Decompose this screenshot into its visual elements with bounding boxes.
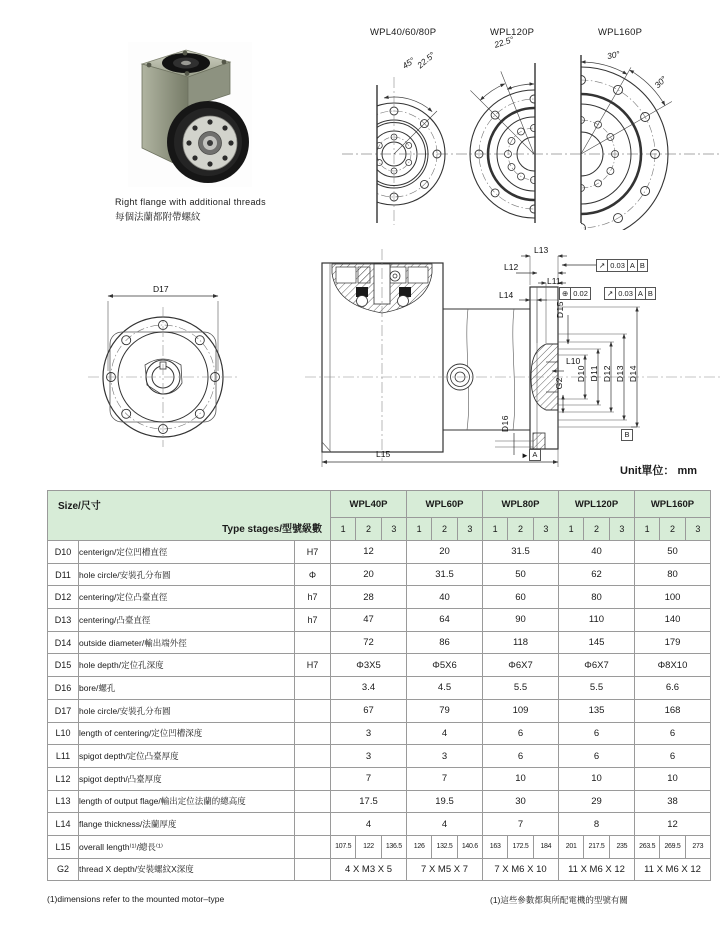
column-group-header: WPL80P — [483, 491, 559, 518]
table-cell: H7 — [295, 541, 331, 564]
table-cell: 47 — [331, 609, 407, 632]
table-cell: L15 — [48, 835, 79, 858]
table-cell: 273 — [685, 835, 710, 858]
table-cell: centering/凸臺直徑 — [79, 609, 295, 632]
table-cell: 79 — [407, 699, 483, 722]
dim-label-l12: L12 — [504, 262, 519, 272]
photo-caption-zh: 每個法蘭都附帶螺紋 — [115, 212, 201, 223]
angle-label-22-5-a: 22.5° — [415, 49, 437, 71]
footnote-en: (1)dimensions refer to the mounted motor–type — [47, 894, 225, 904]
tolerance-datum: A — [635, 288, 645, 299]
table-row — [48, 586, 711, 609]
table-cell: 31.5 — [483, 541, 559, 564]
dim-label-d15: D15 — [555, 301, 565, 319]
table-cell: hole circle/安裝孔分布圓 — [79, 699, 295, 722]
table-cell: centering/定位凸臺直徑 — [79, 586, 295, 609]
angle-label-30-b: 30° — [652, 73, 669, 91]
table-cell: 4 — [407, 813, 483, 836]
tolerance-frame-runout-bottom — [604, 287, 656, 300]
table-cell: 8 — [559, 813, 635, 836]
table-row — [48, 745, 711, 768]
dim-label-d13: D13 — [615, 365, 625, 383]
table-cell: 217.5 — [584, 835, 609, 858]
table-cell: 126 — [407, 835, 432, 858]
table-cell: overall length⁽¹⁾/總長⁽¹⁾ — [79, 835, 295, 858]
stage-header: 2 — [432, 518, 457, 541]
table-cell: centerign/定位凹槽直徑 — [79, 541, 295, 564]
table-cell: 122 — [356, 835, 381, 858]
spec-table — [47, 490, 711, 881]
table-corner-cell — [48, 491, 331, 541]
table-cell — [295, 677, 331, 700]
table-cell: spigot depth/凸臺厚度 — [79, 767, 295, 790]
table-cell: h7 — [295, 586, 331, 609]
table-cell: 140.6 — [457, 835, 482, 858]
table-cell: 4 — [331, 813, 407, 836]
table-cell: 10 — [635, 767, 711, 790]
table-cell: H7 — [295, 654, 331, 677]
stage-header: 2 — [660, 518, 685, 541]
table-cell: 3 — [331, 722, 407, 745]
angle-label-30-a: 30° — [606, 48, 621, 62]
table-cell: 3 — [407, 745, 483, 768]
table-cell: 50 — [635, 541, 711, 564]
dim-label-d17: D17 — [153, 284, 169, 294]
table-cell: 7 — [331, 767, 407, 790]
table-cell: 7 X M6 X 10 — [483, 858, 559, 881]
table-cell: 109 — [483, 699, 559, 722]
table-cell: 60 — [483, 586, 559, 609]
table-cell: 4 — [407, 722, 483, 745]
tolerance-datum: A — [627, 260, 637, 271]
table-cell: Φ6X7 — [483, 654, 559, 677]
dim-label-l14: L14 — [499, 290, 514, 300]
table-cell: Φ3X5 — [331, 654, 407, 677]
table-cell: 11 X M6 X 12 — [635, 858, 711, 881]
column-group-header: WPL40P — [331, 491, 407, 518]
table-cell: 86 — [407, 631, 483, 654]
stage-header: 1 — [635, 518, 660, 541]
table-cell: 7 — [407, 767, 483, 790]
table-cell — [295, 722, 331, 745]
tolerance-value: 0.03 — [615, 288, 635, 299]
stage-header: 3 — [685, 518, 710, 541]
dim-label-l15: L15 — [376, 449, 391, 459]
table-cell: 132.5 — [432, 835, 457, 858]
table-cell: L11 — [48, 745, 79, 768]
dim-label-g2: G2 — [554, 377, 564, 390]
section-drawing — [300, 243, 724, 480]
table-cell: 17.5 — [331, 790, 407, 813]
front-views-drawing — [340, 25, 724, 230]
stage-header: 3 — [381, 518, 406, 541]
table-cell: 28 — [331, 586, 407, 609]
table-row — [48, 563, 711, 586]
table-cell: 90 — [483, 609, 559, 632]
table-cell — [295, 699, 331, 722]
table-cell — [295, 813, 331, 836]
table-cell: 6 — [483, 722, 559, 745]
table-cell: outside diameter/輸出端外徑 — [79, 631, 295, 654]
table-cell: 29 — [559, 790, 635, 813]
stage-header: 1 — [483, 518, 508, 541]
table-cell: 62 — [559, 563, 635, 586]
tolerance-frame-position — [559, 287, 591, 300]
table-cell: 6 — [483, 745, 559, 768]
table-cell: D11 — [48, 563, 79, 586]
angle-label-22-5-b: 22.5° — [492, 34, 516, 50]
table-cell: 136.5 — [381, 835, 406, 858]
datum-a — [521, 449, 541, 461]
table-cell: 235 — [609, 835, 634, 858]
gearbox-photo — [128, 42, 252, 187]
table-cell — [295, 835, 331, 858]
table-cell: 31.5 — [407, 563, 483, 586]
table-cell: 4 X M3 X 5 — [331, 858, 407, 881]
table-row — [48, 835, 711, 858]
tolerance-datum: B — [645, 288, 655, 299]
flange-front-view — [85, 265, 255, 480]
tolerance-value: 0.02 — [570, 288, 590, 299]
dim-label-d16: D16 — [500, 415, 510, 433]
table-cell: hole depth/定位孔深度 — [79, 654, 295, 677]
table-row — [48, 699, 711, 722]
photo-caption-en: Right flange with additional threads — [115, 197, 266, 207]
dim-label-l13: L13 — [534, 245, 549, 255]
tolerance-frame-runout-top — [596, 259, 648, 272]
unit-label: Unit單位： mm — [620, 465, 697, 477]
table-cell — [295, 858, 331, 881]
table-cell: 135 — [559, 699, 635, 722]
table-cell: 179 — [635, 631, 711, 654]
datum-a-box: A — [529, 449, 541, 461]
column-group-header: WPL120P — [559, 491, 635, 518]
table-cell: D15 — [48, 654, 79, 677]
table-cell: 80 — [559, 586, 635, 609]
stage-header: 3 — [609, 518, 634, 541]
corner-label-type-stages: Type stages/型號級數 — [222, 523, 323, 535]
table-cell: 11 X M6 X 12 — [559, 858, 635, 881]
stage-header: 2 — [508, 518, 533, 541]
table-cell: 145 — [559, 631, 635, 654]
table-cell: G2 — [48, 858, 79, 881]
table-cell: Φ8X10 — [635, 654, 711, 677]
table-row — [48, 858, 711, 881]
table-cell: flange thickness/法蘭厚度 — [79, 813, 295, 836]
table-cell: 6 — [559, 745, 635, 768]
table-cell: L10 — [48, 722, 79, 745]
column-group-header: WPL160P — [635, 491, 711, 518]
tolerance-value: 0.03 — [607, 260, 627, 271]
table-cell: 3.4 — [331, 677, 407, 700]
table-row — [48, 813, 711, 836]
table-cell: 7 X M5 X 7 — [407, 858, 483, 881]
table-cell: 20 — [331, 563, 407, 586]
datum-flag-icon: ► — [521, 450, 529, 460]
table-cell: 72 — [331, 631, 407, 654]
table-cell: D10 — [48, 541, 79, 564]
position-icon: ⊕ — [562, 289, 569, 298]
front-views — [340, 25, 724, 230]
stage-header: 3 — [457, 518, 482, 541]
datum-b-box: B — [621, 429, 633, 441]
table-cell: D17 — [48, 699, 79, 722]
table-row — [48, 541, 711, 564]
table-cell: thread X depth/安裝螺紋X深度 — [79, 858, 295, 881]
table-cell: 201 — [559, 835, 584, 858]
corner-label-size: Size/尺寸 — [58, 500, 101, 512]
table-header-row-groups — [48, 491, 711, 518]
table-cell — [295, 790, 331, 813]
table-cell: length of centering/定位凹槽深度 — [79, 722, 295, 745]
table-cell: 12 — [635, 813, 711, 836]
dim-label-l10: L10 — [566, 356, 581, 366]
table-cell: 64 — [407, 609, 483, 632]
table-cell: 269.5 — [660, 835, 685, 858]
dim-label-d14: D14 — [628, 365, 638, 383]
table-cell: L14 — [48, 813, 79, 836]
stage-header: 2 — [584, 518, 609, 541]
table-cell: 263.5 — [635, 835, 660, 858]
table-cell: 184 — [533, 835, 558, 858]
table-cell: 67 — [331, 699, 407, 722]
table-cell: 110 — [559, 609, 635, 632]
table-cell: 80 — [635, 563, 711, 586]
table-row — [48, 609, 711, 632]
table-cell: 140 — [635, 609, 711, 632]
table-cell: 118 — [483, 631, 559, 654]
table-cell: 10 — [483, 767, 559, 790]
table-cell — [295, 767, 331, 790]
table-cell: h7 — [295, 609, 331, 632]
table-cell: 5.5 — [559, 677, 635, 700]
table-row — [48, 767, 711, 790]
table-cell: 3 — [331, 745, 407, 768]
table-cell: 50 — [483, 563, 559, 586]
table-cell: bore/螺孔 — [79, 677, 295, 700]
front-view-label-wpl120p: WPL120P — [490, 27, 535, 38]
table-cell: length of output flage/輸出定位法蘭的總高度 — [79, 790, 295, 813]
table-cell: 20 — [407, 541, 483, 564]
table-cell: 5.5 — [483, 677, 559, 700]
dim-label-l11: L11 — [547, 276, 561, 286]
table-cell: 168 — [635, 699, 711, 722]
runout-icon: ↗ — [599, 261, 606, 270]
front-view-label-wpl160p: WPL160P — [598, 27, 643, 38]
flange-front-drawing — [85, 265, 255, 480]
table-cell: D12 — [48, 586, 79, 609]
table-cell — [295, 745, 331, 768]
stage-header: 1 — [331, 518, 356, 541]
footnote-zh: (1)這些參數都與所配電機的型號有關 — [490, 895, 628, 905]
table-row — [48, 790, 711, 813]
column-group-header: WPL60P — [407, 491, 483, 518]
table-cell: 40 — [559, 541, 635, 564]
table-cell: 6 — [559, 722, 635, 745]
table-cell: D13 — [48, 609, 79, 632]
table-cell: 30 — [483, 790, 559, 813]
table-cell: 7 — [483, 813, 559, 836]
table-cell: D16 — [48, 677, 79, 700]
table-cell: 12 — [331, 541, 407, 564]
stage-header: 3 — [533, 518, 558, 541]
table-cell: 19.5 — [407, 790, 483, 813]
stage-header: 1 — [407, 518, 432, 541]
table-cell: D14 — [48, 631, 79, 654]
table-cell: 172.5 — [508, 835, 533, 858]
table-row — [48, 631, 711, 654]
table-cell — [295, 631, 331, 654]
front-view-label-wpl406080p: WPL40/60/80P — [370, 27, 437, 38]
stage-header: 2 — [356, 518, 381, 541]
table-cell: hole circle/安裝孔分布圓 — [79, 563, 295, 586]
datum-b — [621, 429, 633, 441]
table-cell: 163 — [483, 835, 508, 858]
table-cell: 107.5 — [331, 835, 356, 858]
section-view — [300, 243, 724, 480]
table-cell: Φ6X7 — [559, 654, 635, 677]
stage-header: 1 — [559, 518, 584, 541]
table-cell: Φ5X6 — [407, 654, 483, 677]
tolerance-datum: B — [637, 260, 647, 271]
table-row — [48, 677, 711, 700]
table-cell: 6.6 — [635, 677, 711, 700]
table-row — [48, 722, 711, 745]
dim-label-d11: D11 — [589, 365, 599, 382]
dim-label-d10: D10 — [576, 365, 586, 383]
table-cell: 38 — [635, 790, 711, 813]
dim-label-d12: D12 — [602, 365, 612, 383]
table-cell: L12 — [48, 767, 79, 790]
table-cell: 4.5 — [407, 677, 483, 700]
table-cell: 10 — [559, 767, 635, 790]
table-cell: 40 — [407, 586, 483, 609]
table-cell: 6 — [635, 745, 711, 768]
table-cell: Φ — [295, 563, 331, 586]
runout-icon: ↗ — [607, 289, 614, 298]
table-cell: spigot depth/定位凸臺厚度 — [79, 745, 295, 768]
angle-label-45: 45° — [400, 55, 417, 71]
table-cell: 6 — [635, 722, 711, 745]
table-row — [48, 654, 711, 677]
table-cell: 100 — [635, 586, 711, 609]
table-cell: L13 — [48, 790, 79, 813]
